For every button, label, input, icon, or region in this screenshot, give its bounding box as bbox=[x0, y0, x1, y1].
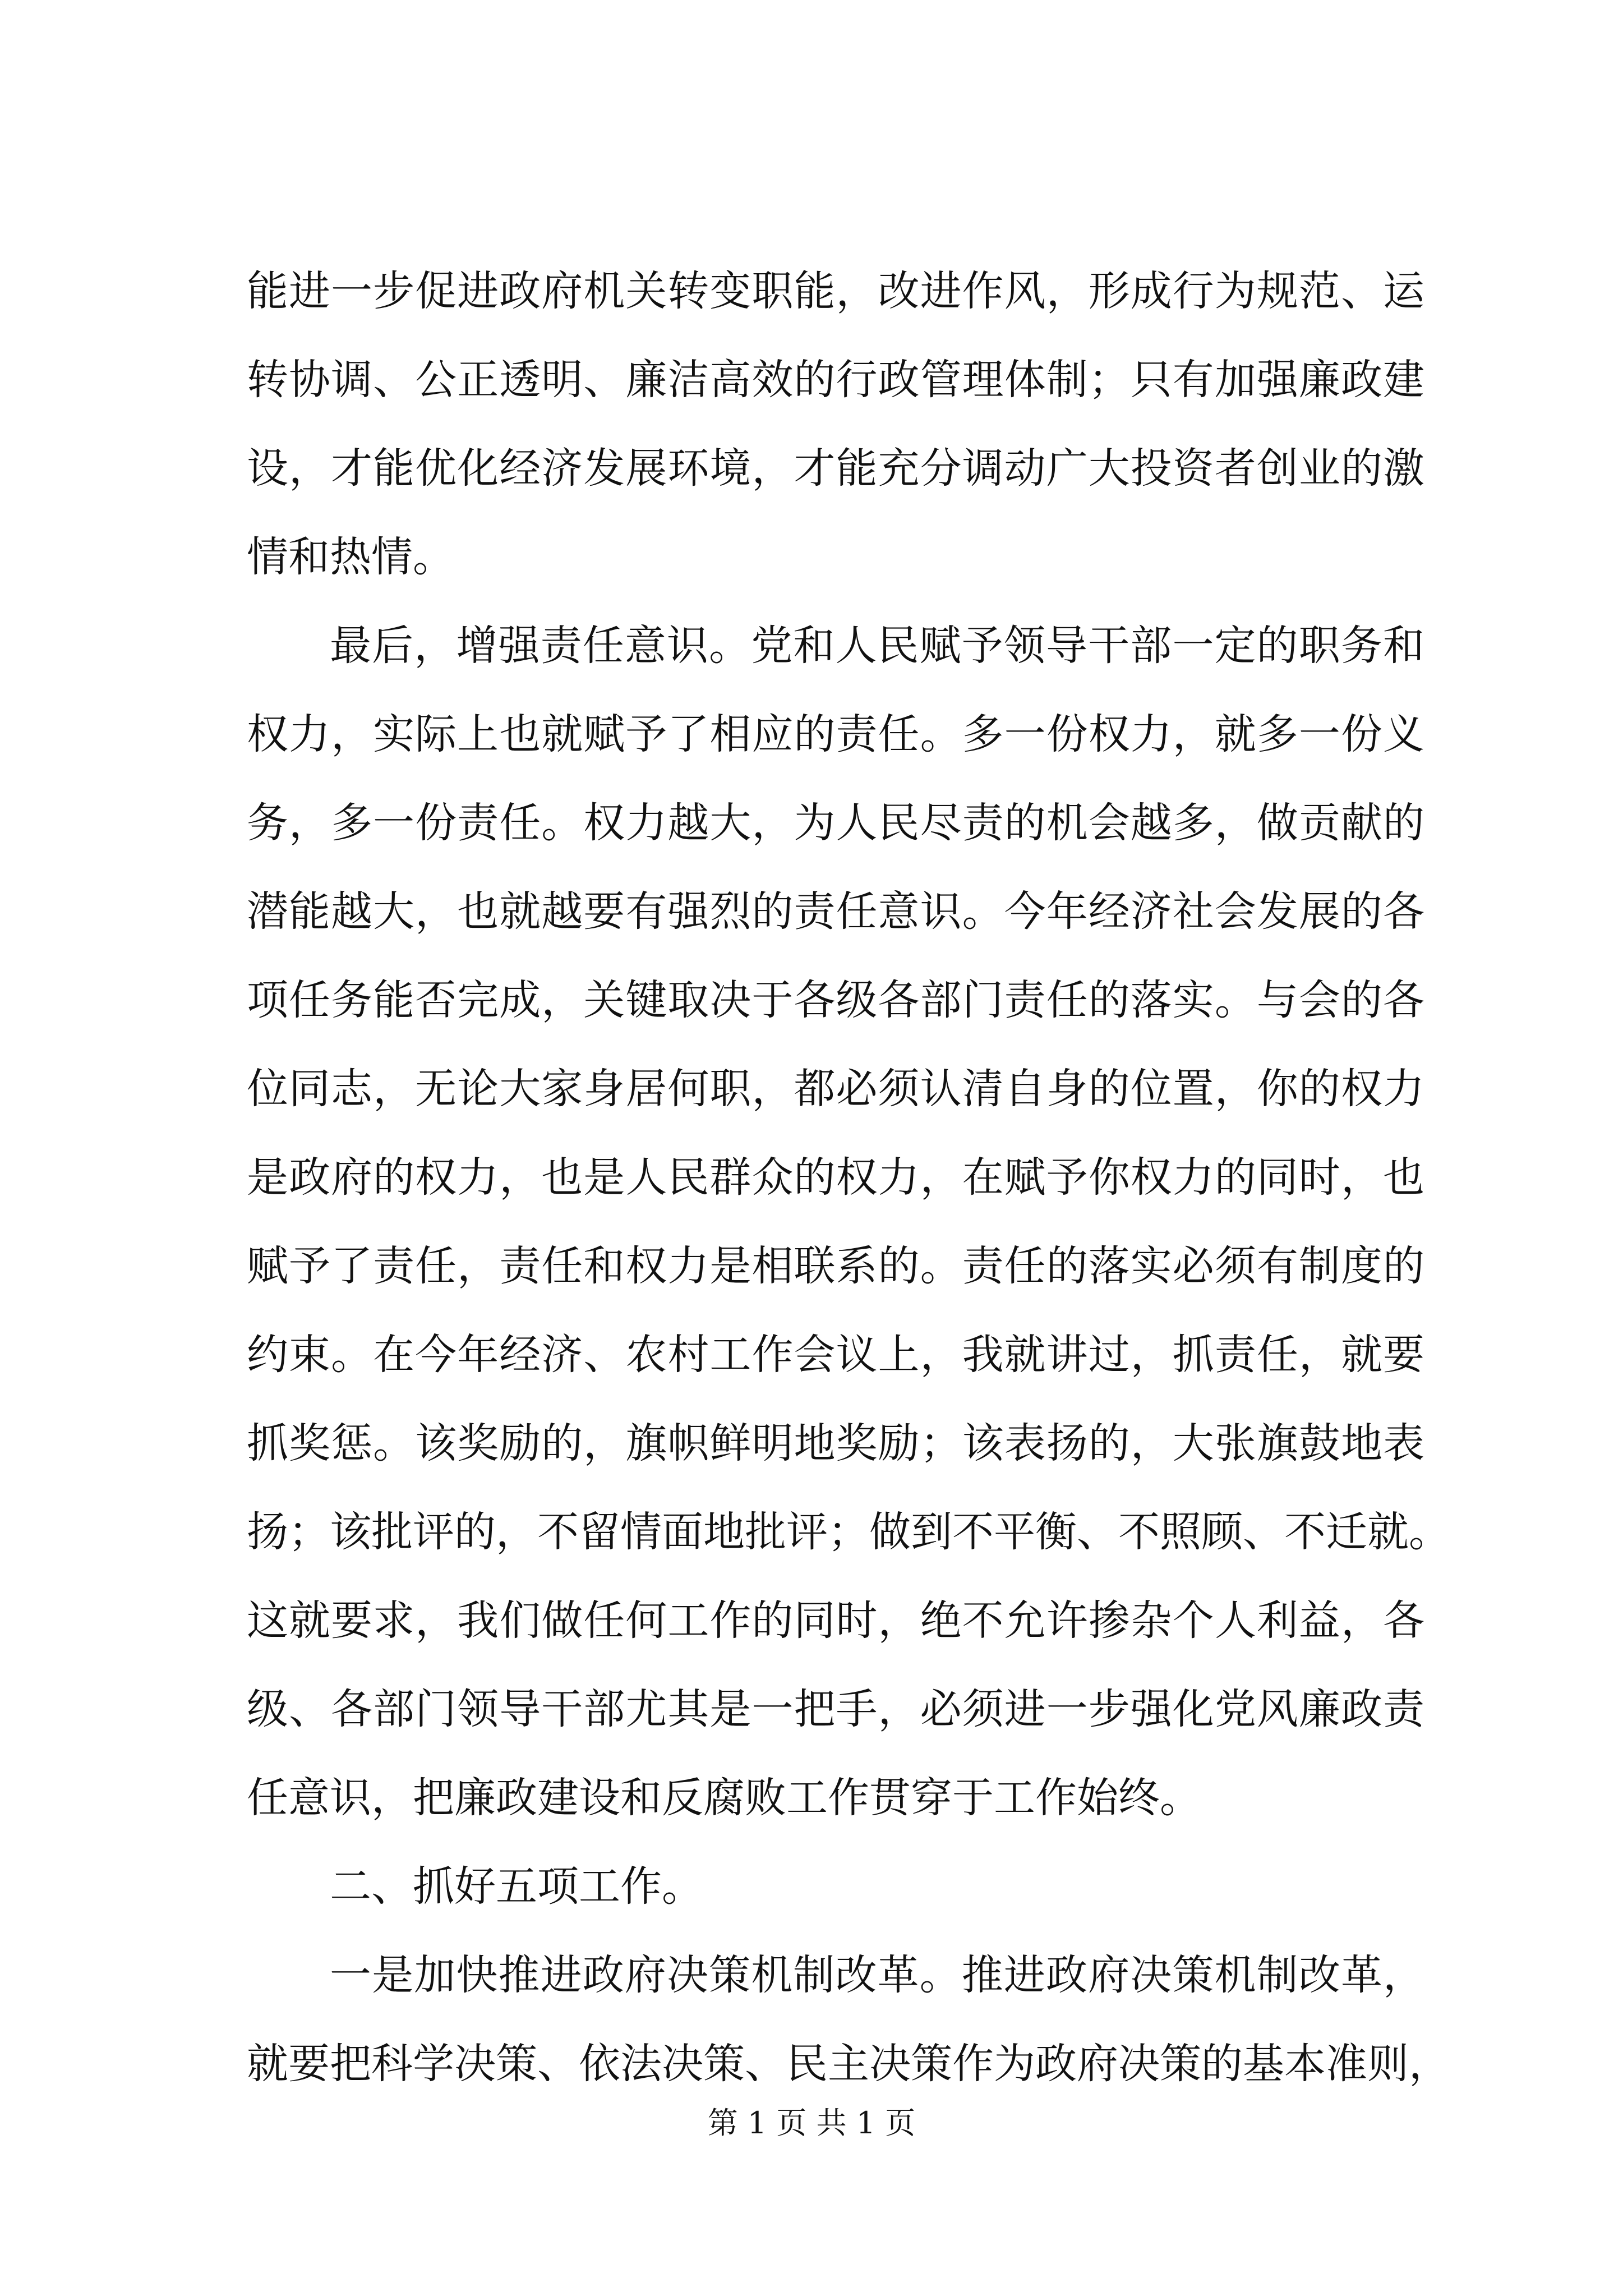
text-line: 就要把科学决策、依法决策、民主决策作为政府决策的基本准则， bbox=[247, 2040, 1450, 2088]
text-line: 务，多一份责任。权力越大，为人民尽责的机会越多，做贡献的 bbox=[247, 799, 1424, 847]
text-line: 位同志，无论大家身居何职，都必须认清自身的位置，你的权力 bbox=[247, 1065, 1424, 1113]
text-line: 级、各部门领导干部尤其是一把手，必须进一步强化党风廉政责 bbox=[247, 1685, 1424, 1733]
text-line: 最后，增强责任意识。党和人民赋予领导干部一定的职务和 bbox=[330, 622, 1424, 670]
page-number-label: 第 1 页 共 1 页 bbox=[707, 2105, 916, 2141]
text-line: 约束。在今年经济、农村工作会议上，我就讲过，抓责任，就要 bbox=[247, 1331, 1424, 1379]
text-line: 转协调、公正透明、廉洁高效的行政管理体制；只有加强廉政建 bbox=[247, 356, 1424, 404]
text-line: 情和热情。 bbox=[247, 533, 454, 581]
text-line: 是政府的权力，也是人民群众的权力，在赋予你权力的同时，也 bbox=[247, 1153, 1424, 1202]
text-line: 权力，实际上也就赋予了相应的责任。多一份权力，就多一份义 bbox=[247, 710, 1424, 758]
text-line: 这就要求，我们做任何工作的同时，绝不允许掺杂个人利益，各 bbox=[247, 1596, 1424, 1645]
text-line: 能进一步促进政府机关转变职能，改进作风，形成行为规范、运 bbox=[247, 267, 1424, 315]
text-line: 设，才能优化经济发展环境，才能充分调动广大投资者创业的激 bbox=[247, 444, 1424, 493]
text-line: 扬；该批评的，不留情面地批评；做到不平衡、不照顾、不迁就。 bbox=[247, 1508, 1450, 1556]
text-line: 一是加快推进政府决策机制改革。推进政府决策机制改革， bbox=[330, 1951, 1424, 1999]
text-line: 赋予了责任，责任和权力是相联系的。责任的落实必须有制度的 bbox=[247, 1242, 1424, 1290]
body-text bbox=[247, 247, 1450, 2108]
text-line: 任意识，把廉政建设和反腐败工作贯穿于工作始终。 bbox=[247, 1774, 1201, 1822]
page-footer bbox=[0, 2101, 1623, 2146]
text-line: 抓奖惩。该奖励的，旗帜鲜明地奖励；该表扬的，大张旗鼓地表 bbox=[247, 1419, 1424, 1467]
text-line: 潜能越大，也就越要有强烈的责任意识。今年经济社会发展的各 bbox=[247, 887, 1424, 936]
text-line: 项任务能否完成，关键取决于各级各部门责任的落实。与会的各 bbox=[247, 976, 1424, 1024]
section-heading: 二、抓好五项工作。 bbox=[330, 1862, 703, 1911]
